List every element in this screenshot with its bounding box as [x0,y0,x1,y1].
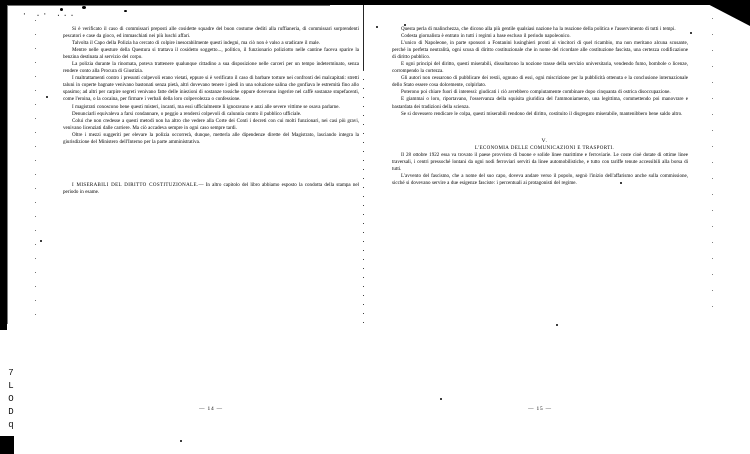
scan-speck [124,10,127,12]
paragraph: Mentre nelle questure della Questura si trattava il cosidetto soggetto..., politico, il funzionario poliziotto nelle cantine faceva sparire la benzina destinata al servizio del corpo. [63,47,359,61]
paragraph: Colui che non credesse a questi metodi non ha altro che vedere alla Corte dei Conti i decreti con cui molti funzionari, nei casi più gravi, venivano licenziati dalle carriere. Ma ciò accadeva sempre in ogni caso sempre tardi. [63,117,359,131]
paragraph: E ogni principi del diritto, questi miserabili, dissoltarono la nozione trasse della servizio universitaria, vendendo fumo, bombole o licenze, corrompendo la cortezza. [392,61,688,75]
running-head-text: In altro capitolo del libro abbiamo esposto la condotta della stampa nel periodo in esame. [63,181,360,195]
section-spacer [392,118,688,138]
paragraph: La polizia durante la rinomata, poteva trattenere qualunque cittadino a sua disposizione nelle carceri per un tempo indeterminato, senza rendere conto alla Procura di Giustizia. [63,61,359,75]
scan-speck [46,96,48,98]
scan-edge-bottom-left [0,436,14,454]
section-number: V. [541,137,548,144]
scan-speck [440,398,442,400]
scan-top-margin-mark: · .· ... [22,10,77,19]
archive-mark: q [8,420,14,430]
paragraph: Poterono poi chiare fuori di interessi: giudicati i ciò avrebbero compiutamente combinare dopo cinquanta di ostrica disoccupazione. [401,89,671,96]
archive-mark: L [8,381,14,391]
scan-speck [376,26,378,28]
scan-speckle-right [712,18,713,308]
scan-edge-left-thin [6,6,8,324]
book-gutter-line [363,0,364,70]
paragraph: Codesta giornalista è entrato in tutti i regimi a base escluso il periodo napoleonico. [401,33,571,40]
scan-speck [690,32,692,34]
paragraph: Questa perla di malinchezza, che dicono alla più gentile qualsiasi nazione ha la reazione della politica e l'asservimento di tutti i tempi. [401,26,676,32]
running-head-dash: — [198,181,204,188]
archive-mark: O [8,394,14,404]
paragraph: Talvolta il Capo della Polizia ha cercato di colpire inesorabilmente questi indegni, ma ciò non è valso a sradicare il male. [72,40,321,47]
paragraph: I magistrati conoscono bene questi misteri, incanti, ma essi ufficialmente li ignoravano e anzi alle severe vittime se osava parlarne. [72,103,340,110]
archive-mark: 7 [8,368,14,378]
running-head-title: I MISERABILI DEL DIRITTO COSTITUZIONALE. [72,182,199,188]
archive-mark: D [8,407,14,417]
archive-side-marks [2,367,20,432]
paragraph: Si è verificato il caso di commissari preposti alle cosidette squadre del buon costume dediti alla ruffianeria, di commissari sorprendenti pescatori e case da gioco, ed immaschiati nei più luschi affari. [63,26,359,40]
paragraph: Il 28 ottobre 1922 essa va trovato il paese provvisto di buone e solide linee marittime e ferroviarie. Le coste cioè dotate di ottime linee traversali, i centri pressoché lontani da ogni nodi ferroviari serviti da linee automobilistiche, e tutto con tariffe tenute accessibili alla borsa di tutti. [392,151,688,172]
scan-speck [556,324,558,326]
right-page-text-block [392,26,688,187]
paragraph: L'avvento del fascismo, che a nome del suo capo, doveva andare verso il popolo, segnò l'inizio dell'affarismo anche sulla commissione, sicché si dovevano servire a due esigenze fasciste: i percentuali ai protagonisti del regime. [392,172,688,186]
left-page-text-block [63,26,359,196]
book-gutter-speckle [363,70,364,330]
section-spacer [63,146,359,182]
folio-left: — 14 — [199,406,223,412]
paragraph: I maltrattamenti contro i presunti colpevoli erano vietati, eppure si è verificato il caso di barbare torture nei confronti dei malcapitati: stretti taluni in coperte bagnate venivano bastonati senza pietà, altri dovevano tenere i piedi in una soluzione salina che gonfiava le estremità fino allo spasimo; ad altri per carpire segreti venivano fatte delle iniezioni di sostanze tossiche oppure dovevano ingerire nel caffè sostanze stupefacenti, come l'eroina, o la cocaina, per firmare i verbali della loro colpevolezza o confessione. [63,75,359,103]
paragraph: L'unico di Napoleone, in parte sponsori a Fontanini lusinghieri pronti ai vincitori di quel ricambio, ma non meritano alcuna scusante, perché in perfetta neutralità, ogni scusa di diritto costituzionale che in nome del ricordare alle costituzione fascista, una certezza codificazione di diritto pubblico. [392,40,688,61]
running-head-paragraph [63,182,359,196]
scan-corner-top-right [700,0,750,26]
scan-speck [40,240,42,242]
folio-right: — 15 — [528,406,552,412]
scan-edge-top-secondary [0,4,330,6]
section-title: L'ECONOMIA DELLE COMUNICAZIONI E TRASPORTI. [474,145,615,151]
paragraph: E giammai o loro, riportavano, l'osservanza della squisita giuridica del l'ammoniamento, una legittima, commettendo poi manovrare e bastardata dei tradizioni della scienza. [392,96,688,110]
scan-speck [82,6,86,9]
scan-speckle-left [35,20,36,320]
paragraph: Gli autori non cessarono di pubblicare dei restii, ognuno di essi, ogni miscrizione per la pubblicità ottenuta e la conclusione internazionale dello Stato essere cosa dolcemente, colpirlato. [392,75,688,89]
paragraph: Se si dovessero rendicare le colpa, questi miserabili rendono del diritto, costituito il disgregato miserabile, mantenibbero bene saldo altro. [401,110,683,117]
paragraph: Oltre i mezzi suggeriti per elevare la polizia occorrerà, dunque, metterla alle dipendenze dirette del Magistrato, lasciando integra la giurisdizione del Ministero dell'Interno per la parte amministrativa. [63,131,359,145]
scan-speck [180,440,182,442]
paragraph: Denunciarli equivaleva a farsi condannare, o peggio a rendersi colpevoli di calunnia contro il pubblico ufficiale. [72,110,302,117]
scan-corner-fuzz [582,0,702,4]
